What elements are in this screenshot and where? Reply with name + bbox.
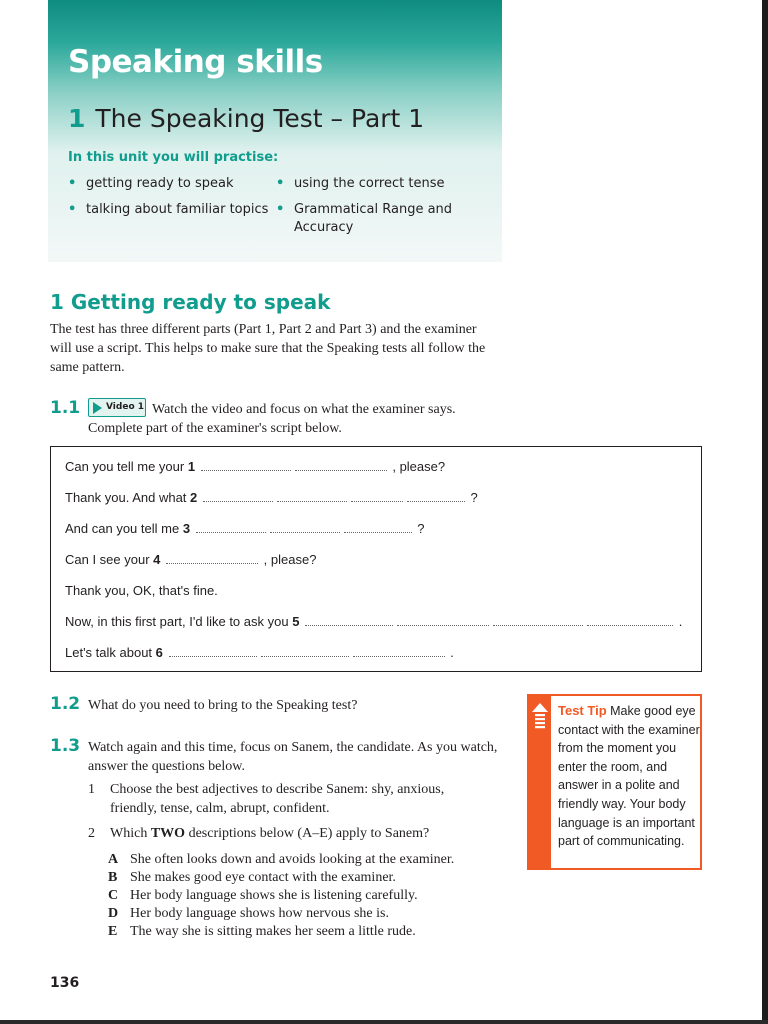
question-text-emphasis: TWO	[150, 826, 186, 841]
blank-6-field-cont[interactable]	[353, 645, 445, 657]
bullet-icon: •	[276, 202, 285, 217]
option-text: She often looks down and avoids looking at the examiner.	[130, 852, 455, 867]
script-line-2	[65, 490, 478, 505]
blank-2-field-cont[interactable]	[407, 490, 465, 502]
blank-2-field-cont[interactable]	[277, 490, 347, 502]
option-text: Her body language shows how nervous she is.	[130, 906, 389, 921]
script-line-5	[65, 583, 218, 598]
script-text: .	[678, 614, 683, 629]
option-letter: B	[108, 870, 118, 885]
exercise-number-1-2: 1.2	[50, 694, 81, 714]
script-text: , please?	[263, 552, 317, 567]
script-line-4	[65, 552, 316, 567]
question-text: Choose the best adjectives to describe Sanem: shy, anxious, friendly, tense, calm, abrupt, confident.	[110, 782, 445, 816]
video-label: Video 1	[106, 402, 145, 412]
blank-number: 5	[292, 614, 300, 629]
script-line-3	[65, 521, 425, 536]
exercise-1-3-instruction: Watch again and this time, focus on Sanem, the candidate. As you watch, answer the questions below.	[88, 740, 498, 774]
blank-number: 6	[155, 645, 163, 660]
blank-5-field[interactable]	[305, 614, 393, 626]
chapter-title	[68, 104, 424, 133]
objective-text: talking about familiar topics	[86, 202, 269, 217]
unit-heading: Speaking skills	[68, 44, 323, 80]
script-line-6	[65, 614, 682, 629]
script-text: And can you tell me	[65, 521, 180, 536]
objective-item	[68, 201, 278, 219]
blank-6-field-cont[interactable]	[261, 645, 349, 657]
practise-heading: In this unit you will practise:	[68, 150, 279, 165]
question-number: 1	[88, 782, 95, 797]
exercise-1-2-question: What do you need to bring to the Speaking test?	[88, 698, 358, 713]
script-text: ?	[470, 490, 478, 505]
option-letter: D	[108, 906, 119, 921]
arrow-up-icon	[531, 702, 549, 730]
script-text: Thank you, OK, that's fine.	[65, 583, 218, 598]
bullet-icon: •	[68, 176, 77, 191]
bullet-icon: •	[68, 202, 77, 217]
blank-5-field-cont[interactable]	[587, 614, 673, 626]
section-intro: The test has three different parts (Part 1, Part 2 and Part 3) and the examiner will use a script. This helps to make sure that the Speaking tests all follow the same pattern.	[50, 322, 486, 375]
blank-number: 1	[187, 459, 196, 474]
test-tip-body: Make good eye contact with the examiner from the moment you enter the room, and answer in a polite and friendly way. Your body language is an important part of communicating.	[558, 704, 700, 849]
blank-1-field-cont[interactable]	[295, 459, 387, 471]
option-letter: E	[108, 924, 118, 939]
test-tip-strip	[529, 696, 551, 868]
blank-3-field[interactable]	[196, 521, 266, 533]
script-line-1	[65, 459, 445, 474]
option-letter: C	[108, 888, 119, 903]
blank-2-field[interactable]	[203, 490, 273, 502]
objective-text: using the correct tense	[294, 176, 445, 191]
page-number: 136	[50, 975, 80, 991]
script-text: Can you tell me your	[65, 459, 185, 474]
question-number: 2	[88, 826, 95, 841]
blank-3-field-cont[interactable]	[344, 521, 412, 533]
question-2	[88, 824, 508, 843]
objective-item	[276, 201, 466, 237]
bullet-icon: •	[276, 176, 285, 191]
blank-5-field-cont[interactable]	[493, 614, 583, 626]
blank-6-field[interactable]	[169, 645, 257, 657]
test-tip-box	[527, 694, 702, 870]
blank-2-field-cont[interactable]	[351, 490, 403, 502]
objective-item	[68, 175, 268, 193]
section-title: 1 Getting ready to speak	[50, 290, 331, 314]
question-1	[88, 780, 493, 818]
objective-text: getting ready to speak	[86, 176, 234, 191]
chapter-title-text: The Speaking Test – Part 1	[95, 104, 425, 133]
script-text: , please?	[392, 459, 446, 474]
blank-number: 3	[182, 521, 191, 536]
option-text: The way she is sitting makes her seem a little rude.	[130, 924, 416, 939]
option-text: She makes good eye contact with the examiner.	[130, 870, 396, 885]
blank-5-field-cont[interactable]	[397, 614, 489, 626]
question-text-post: descriptions below (A–E) apply to Sanem?	[188, 826, 430, 841]
script-text: Now, in this first part, I'd like to ask you	[65, 614, 289, 629]
objective-item	[276, 175, 476, 193]
script-text: ?	[417, 521, 425, 536]
script-line-7	[65, 645, 454, 660]
script-text: .	[450, 645, 454, 660]
chapter-number: 1	[68, 104, 86, 133]
blank-number: 2	[190, 490, 198, 505]
test-tip-label: Test Tip	[558, 703, 607, 718]
question-text-pre: Which	[110, 826, 148, 841]
exercise-1-1-instruction: Watch the video and focus on what the examiner says. Complete part of the examiner's script below.	[88, 402, 456, 436]
blank-number: 4	[153, 552, 161, 567]
exercise-number-1-1: 1.1	[50, 398, 81, 418]
script-text: Thank you. And what	[65, 490, 187, 505]
question-text	[88, 824, 508, 843]
exercise-number-1-3: 1.3	[50, 736, 81, 756]
test-tip-text	[558, 702, 700, 851]
blank-4-field[interactable]	[166, 552, 258, 564]
objective-text: Grammatical Range and Accuracy	[294, 202, 453, 235]
blank-1-field[interactable]	[201, 459, 291, 471]
scan-edge-right	[762, 0, 768, 1024]
blank-3-field-cont[interactable]	[270, 521, 340, 533]
option-letter: A	[108, 852, 119, 867]
scan-edge-bottom	[0, 1020, 768, 1024]
examiner-script-box	[50, 446, 702, 672]
option-text: Her body language shows she is listening carefully.	[130, 888, 418, 903]
script-text: Let's talk about	[65, 645, 153, 660]
script-text: Can I see your	[65, 552, 150, 567]
